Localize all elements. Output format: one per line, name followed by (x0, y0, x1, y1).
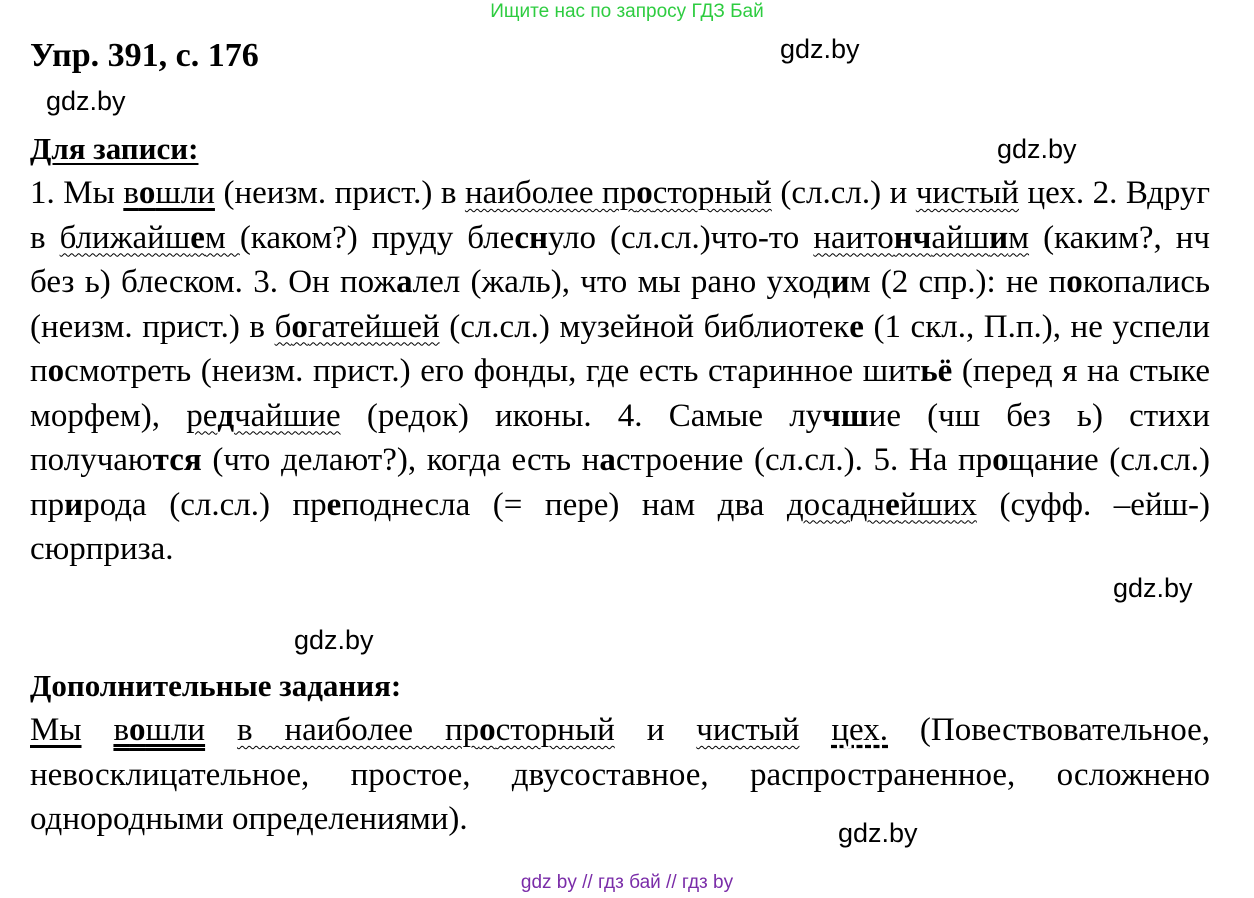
marked-text: о (138, 175, 156, 211)
text-run (205, 712, 237, 748)
highlighted-letter: е (849, 308, 864, 345)
top-banner: Ищите нас по запросу ГДЗ Бай (490, 1, 764, 22)
marked-text: в (123, 175, 139, 211)
text-run: (1 скл., П.п.), не успели п (30, 308, 1211, 389)
marked-text: о (479, 712, 496, 748)
marked-text: досадн (786, 486, 886, 523)
marked-text: гатейшей (307, 308, 440, 345)
marked-text: сторный (495, 712, 615, 748)
marked-text: йших (899, 486, 977, 523)
watermark: gdz.by (997, 134, 1077, 164)
text-run: (суфф. –ейш-) сюрприза. (30, 486, 1210, 567)
highlighted-letter: сн (514, 219, 548, 256)
section-heading-additional: Дополнительные задания: (30, 668, 402, 703)
text-run: смотреть (неизм. прист.) его фонды, где есть старинное шит (64, 353, 921, 389)
marked-text: м (1008, 219, 1030, 256)
marked-text: Мы (30, 712, 82, 748)
text-run: уло (сл.сл.)что-то (547, 219, 814, 256)
text-run: (сл.сл.) музейной библиотек (439, 308, 850, 345)
text-run: (сл.сл.) и (771, 175, 916, 211)
text-run (82, 712, 114, 748)
watermark: gdz.by (46, 86, 126, 116)
marked-text: ре (186, 397, 218, 434)
text-run: (Повествовательное, невосклицательное, простое, двусоставное, распространенное, осложнено однородными определениями). (30, 712, 1211, 837)
text-run: (редок) иконы. 4. Самые лу (340, 397, 823, 434)
highlighted-letter: о (47, 353, 65, 389)
text-run: 1. Мы (30, 175, 124, 211)
watermark: gdz.by (294, 625, 374, 655)
text-run: и (614, 712, 697, 748)
page-title: Упр. 391, с. 176 (30, 37, 259, 74)
text-run: ие (чш без ь) стихи получаю (30, 397, 1210, 478)
marked-text: наито (813, 219, 894, 256)
text-run: м (2 спр.): не п (849, 264, 1067, 300)
marked-text: е (190, 219, 205, 256)
marked-text: м (204, 219, 240, 256)
highlighted-letter: о (1066, 264, 1083, 300)
marked-text: цех. (831, 712, 889, 748)
marked-text: наиболее пр (464, 175, 637, 211)
text-run: щание (сл.сл.) пр (30, 442, 1210, 523)
text-run: (неизм. прист.) в (214, 175, 465, 211)
text-run: (что делают?), когда есть н (201, 442, 600, 478)
marked-text: шли (155, 175, 215, 211)
text-run: строение (сл.сл.). 5. На пр (615, 442, 993, 478)
text-run: (перед я на стыке морфем), (30, 353, 1210, 434)
highlighted-letter: и (64, 486, 84, 523)
highlighted-letter: и (830, 264, 850, 300)
text-run (799, 712, 831, 748)
marked-text: е (885, 486, 900, 523)
marked-text: нч (893, 219, 932, 256)
text-run: (каком?) пруду бле (239, 219, 515, 256)
highlighted-letter: а (599, 442, 616, 478)
highlighted-letter: ьё (920, 353, 953, 389)
marked-text: шли (145, 712, 206, 748)
watermark: gdz.by (1113, 573, 1193, 603)
highlighted-letter: о (992, 442, 1009, 478)
marked-text: и (989, 219, 1009, 256)
marked-text: чистый (915, 175, 1019, 211)
highlighted-letter: а (396, 264, 413, 300)
text-run: поднесла (= пере) нам два (341, 486, 787, 523)
marked-text: о (636, 175, 653, 211)
marked-text: о (291, 308, 308, 345)
marked-text: о (129, 712, 146, 748)
highlighted-letter: чш (822, 397, 869, 434)
marked-text: д (217, 397, 235, 434)
text-run: рода (сл.сл.) пр (83, 486, 327, 523)
section-heading-record: Для записи: (30, 131, 199, 166)
additional-task-text (30, 708, 1210, 842)
marked-text: чайшие (234, 397, 341, 434)
marked-text: айш (931, 219, 990, 256)
watermark: gdz.by (780, 34, 860, 64)
highlighted-letter: е (326, 486, 342, 523)
marked-text: в (113, 712, 130, 748)
text-run: лел (жаль), что мы рано уход (412, 264, 831, 300)
exercise-text (30, 171, 1210, 572)
marked-text: ближайш (59, 219, 191, 256)
text-run: копались (неизм. прист.) в (30, 264, 1211, 345)
marked-text: чистый (696, 712, 800, 748)
watermark: gdz.by (838, 818, 918, 848)
marked-text: в наиболее пр (237, 712, 480, 748)
marked-text: сторный (652, 175, 772, 211)
footer-links: gdz by // гдз бай // гдз by (520, 872, 734, 893)
highlighted-letter: тся (152, 442, 202, 478)
text-run: (каким?, нч без ь) блеском. 3. Он пож (30, 219, 1210, 300)
text-run: цех. 2. Вдруг в (30, 175, 1211, 256)
marked-text: б (274, 308, 292, 345)
